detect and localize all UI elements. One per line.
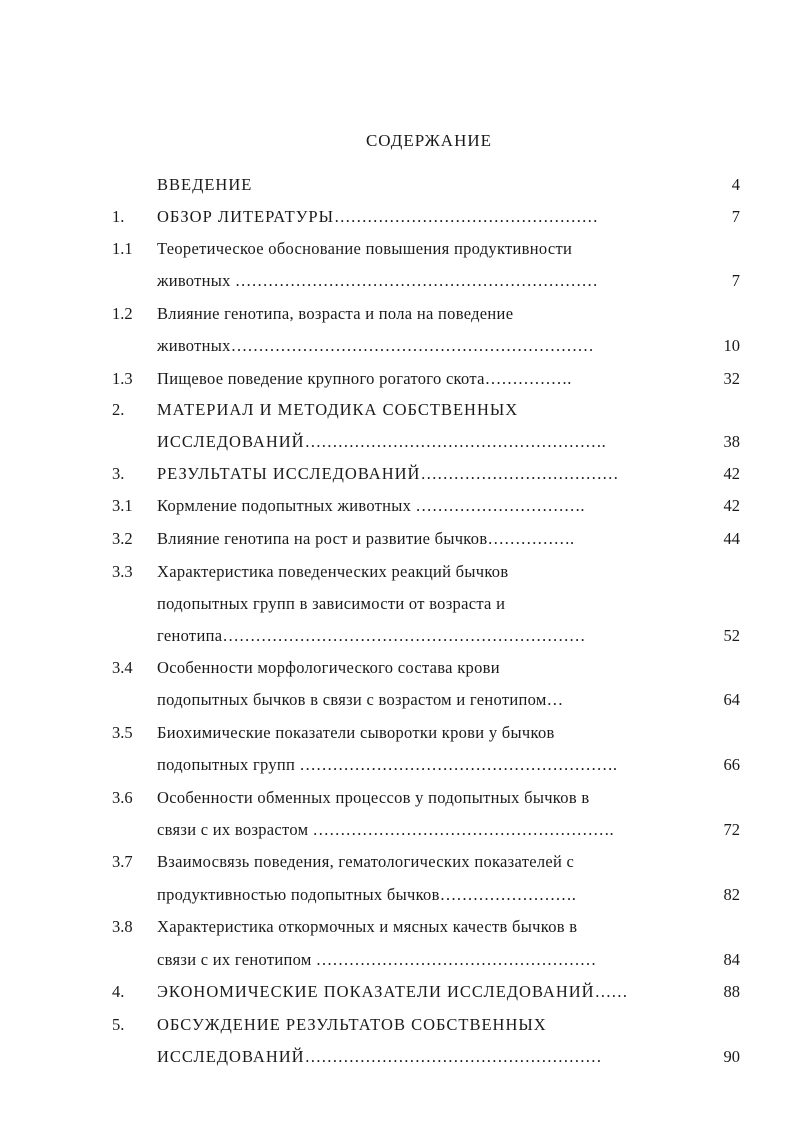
toc-entry-title: ИССЛЕДОВАНИЙ bbox=[157, 432, 305, 451]
toc-entry-text bbox=[157, 430, 606, 454]
toc-entry-page: 44 bbox=[723, 529, 740, 548]
toc-entry-title: животных bbox=[157, 271, 231, 290]
toc-entry-text bbox=[157, 334, 594, 358]
toc-entry bbox=[0, 948, 793, 972]
toc-entry-page: 52 bbox=[723, 626, 740, 645]
toc-entry-page: 72 bbox=[723, 820, 740, 839]
toc-entry-title: Биохимические показатели сыворотки крови у бычков bbox=[157, 723, 555, 742]
toc-entry-title: Взаимосвязь поведения, гематологических показателей с bbox=[157, 852, 575, 871]
toc-entry bbox=[0, 494, 793, 518]
toc-entry-text bbox=[157, 980, 628, 1004]
toc-entry-number: 3. bbox=[112, 464, 125, 483]
toc-entry-text bbox=[157, 527, 574, 551]
toc-entry-title: связи с их генотипом bbox=[157, 950, 312, 969]
toc-entry-text bbox=[157, 462, 618, 486]
toc-entry-text bbox=[157, 367, 571, 391]
toc-entry-text bbox=[157, 624, 585, 648]
toc-entry-text bbox=[157, 237, 572, 261]
toc-entry-number: 2. bbox=[112, 400, 125, 419]
toc-entry bbox=[0, 688, 793, 712]
toc-entry bbox=[0, 367, 793, 391]
toc-entry-leader: …………………………………………………. bbox=[295, 755, 617, 774]
toc-entry bbox=[0, 1045, 793, 1069]
toc-entry-number: 1. bbox=[112, 207, 125, 226]
toc-entry bbox=[0, 173, 793, 197]
toc-entry-page: 32 bbox=[723, 369, 740, 388]
toc-entry-leader: ……………………………………………… bbox=[304, 1047, 602, 1066]
toc-entry bbox=[0, 656, 793, 680]
toc-entry-page: 66 bbox=[723, 755, 740, 774]
toc-entry-title: МАТЕРИАЛ И МЕТОДИКА СОБСТВЕННЫХ bbox=[157, 400, 519, 419]
toc-entry-page: 84 bbox=[723, 950, 740, 969]
toc-entry-number: 3.2 bbox=[112, 529, 133, 548]
toc-entry-number: 3.4 bbox=[112, 658, 133, 677]
toc-entry-leader: … bbox=[546, 690, 564, 709]
toc-entry bbox=[0, 560, 793, 584]
toc-entry-leader: ………………………………………………………… bbox=[230, 271, 598, 290]
toc-entry bbox=[0, 786, 793, 810]
toc-entry-title: Влияние генотипа на рост и развитие бычков bbox=[157, 529, 488, 548]
toc-entry bbox=[0, 527, 793, 551]
toc-entry-text bbox=[157, 1045, 602, 1069]
toc-entry-number: 3.3 bbox=[112, 562, 133, 581]
toc-entry bbox=[0, 302, 793, 326]
toc-entry bbox=[0, 592, 793, 616]
toc-entry bbox=[0, 624, 793, 648]
toc-entry-text bbox=[157, 688, 563, 712]
toc-entry-title: ОБСУЖДЕНИЕ РЕЗУЛЬТАТОВ СОБСТВЕННЫХ bbox=[157, 1015, 547, 1034]
toc-entry-text bbox=[157, 850, 574, 874]
toc-entry-title: Влияние генотипа, возраста и пола на поведение bbox=[157, 304, 514, 323]
toc-entry bbox=[0, 915, 793, 939]
toc-entry-leader: ………………………………………… bbox=[334, 207, 598, 226]
toc-entry bbox=[0, 269, 793, 293]
toc-entry-page: 42 bbox=[723, 464, 740, 483]
toc-entry-text bbox=[157, 1013, 547, 1037]
toc-entry bbox=[0, 462, 793, 486]
toc-entry bbox=[0, 980, 793, 1004]
toc-entry-page: 4 bbox=[731, 175, 740, 194]
toc-entry-text bbox=[157, 560, 508, 584]
toc-entry-text bbox=[157, 721, 555, 745]
toc-entry-page: 88 bbox=[723, 982, 740, 1001]
toc-entry-title: Теоретическое обоснование повышения продуктивности bbox=[157, 239, 573, 258]
toc-entry-text bbox=[157, 883, 576, 907]
toc-entry-leader: ………………………………………………………… bbox=[222, 626, 586, 645]
toc-entry-title: РЕЗУЛЬТАТЫ ИССЛЕДОВАНИЙ bbox=[157, 464, 421, 483]
toc-entry bbox=[0, 850, 793, 874]
toc-entry-number: 3.7 bbox=[112, 852, 133, 871]
toc-entry-number: 3.1 bbox=[112, 496, 133, 515]
toc-entry-number: 3.6 bbox=[112, 788, 133, 807]
toc-entry-title: Пищевое поведение крупного рогатого скота bbox=[157, 369, 485, 388]
toc-entry-leader: ………………………………………………………… bbox=[230, 336, 594, 355]
toc-entry-text bbox=[157, 948, 596, 972]
toc-entry-title: Характеристика откормочных и мясных качеств бычков в bbox=[157, 917, 578, 936]
toc-entry-text bbox=[157, 915, 577, 939]
toc-entry-text bbox=[157, 302, 513, 326]
toc-entry-page: 90 bbox=[723, 1047, 740, 1066]
toc-entry-text bbox=[157, 656, 500, 680]
toc-entry-text bbox=[157, 592, 505, 616]
toc-entry bbox=[0, 398, 793, 422]
toc-entry-number: 3.8 bbox=[112, 917, 133, 936]
toc-entry-page: 82 bbox=[723, 885, 740, 904]
toc-entry-number: 1.2 bbox=[112, 304, 133, 323]
toc-entry-leader: ………………………………………………. bbox=[304, 432, 606, 451]
toc-entry-title: ИССЛЕДОВАНИЙ bbox=[157, 1047, 305, 1066]
toc-entry-text bbox=[157, 818, 614, 842]
toc-entry bbox=[0, 753, 793, 777]
toc-entry bbox=[0, 721, 793, 745]
toc-entry-number: 5. bbox=[112, 1015, 125, 1034]
toc-entry bbox=[0, 205, 793, 229]
toc-entry-number: 4. bbox=[112, 982, 125, 1001]
toc-entry-title: Характеристика поведенческих реакций бычков bbox=[157, 562, 509, 581]
toc-entry-page: 42 bbox=[723, 496, 740, 515]
toc-entry-number: 3.5 bbox=[112, 723, 133, 742]
toc-entry-text bbox=[157, 753, 617, 777]
toc-entry-title: Кормление подопытных животных bbox=[157, 496, 412, 515]
toc-entry-number: 1.3 bbox=[112, 369, 133, 388]
toc-entry-leader: …………………………………………… bbox=[311, 950, 597, 969]
toc-entry-title: Особенности обменных процессов у подопытных бычков в bbox=[157, 788, 590, 807]
toc-entry-leader: ……………. bbox=[487, 529, 575, 548]
toc-entry-leader: …… bbox=[594, 982, 628, 1001]
toc-entry bbox=[0, 883, 793, 907]
toc-entry-page: 7 bbox=[731, 271, 740, 290]
toc-entry-title: Особенности морфологического состава крови bbox=[157, 658, 500, 677]
toc-entry-title: животных bbox=[157, 336, 231, 355]
toc-entry-title: ЭКОНОМИЧЕСКИЕ ПОКАЗАТЕЛИ ИССЛЕДОВАНИЙ bbox=[157, 982, 595, 1001]
toc-entry-leader: ……………. bbox=[484, 369, 572, 388]
toc-entry-text bbox=[157, 398, 518, 422]
toc-entry-title: генотипа bbox=[157, 626, 223, 645]
toc-entry-number: 1.1 bbox=[112, 239, 133, 258]
toc-entry-title: продуктивностью подопытных бычков bbox=[157, 885, 440, 904]
toc-entry-title: подопытных бычков в связи с возрастом и генотипом bbox=[157, 690, 547, 709]
toc-entry-text bbox=[157, 494, 584, 518]
toc-entry-text bbox=[157, 205, 598, 229]
toc-entry-text bbox=[157, 173, 252, 197]
toc-entry-leader: ……………………. bbox=[439, 885, 576, 904]
toc-entry bbox=[0, 237, 793, 261]
toc-entry-title: связи с их возрастом bbox=[157, 820, 309, 839]
toc-entry-text bbox=[157, 786, 589, 810]
toc-entry bbox=[0, 430, 793, 454]
toc-entry-text bbox=[157, 269, 598, 293]
page-title: СОДЕРЖАНИЕ bbox=[365, 131, 493, 150]
toc-entry bbox=[0, 1013, 793, 1037]
toc-entry-title: подопытных групп bbox=[157, 755, 296, 774]
toc-entry bbox=[0, 818, 793, 842]
toc-entry-leader: ……………………………… bbox=[420, 464, 619, 483]
toc-entry bbox=[0, 334, 793, 358]
toc-entry-page: 7 bbox=[731, 207, 740, 226]
toc-entry-leader: …………………………. bbox=[411, 496, 585, 515]
toc-entry-page: 38 bbox=[723, 432, 740, 451]
toc-entry-page: 64 bbox=[723, 690, 740, 709]
toc-entry-title: ОБЗОР ЛИТЕРАТУРЫ bbox=[157, 207, 334, 226]
toc-entry-leader: ………………………………………………. bbox=[308, 820, 614, 839]
toc-entry-title: подопытных групп в зависимости от возраста и bbox=[157, 594, 506, 613]
toc-entry-page: 10 bbox=[723, 336, 740, 355]
toc-entry-title: ВВЕДЕНИЕ bbox=[157, 175, 253, 194]
